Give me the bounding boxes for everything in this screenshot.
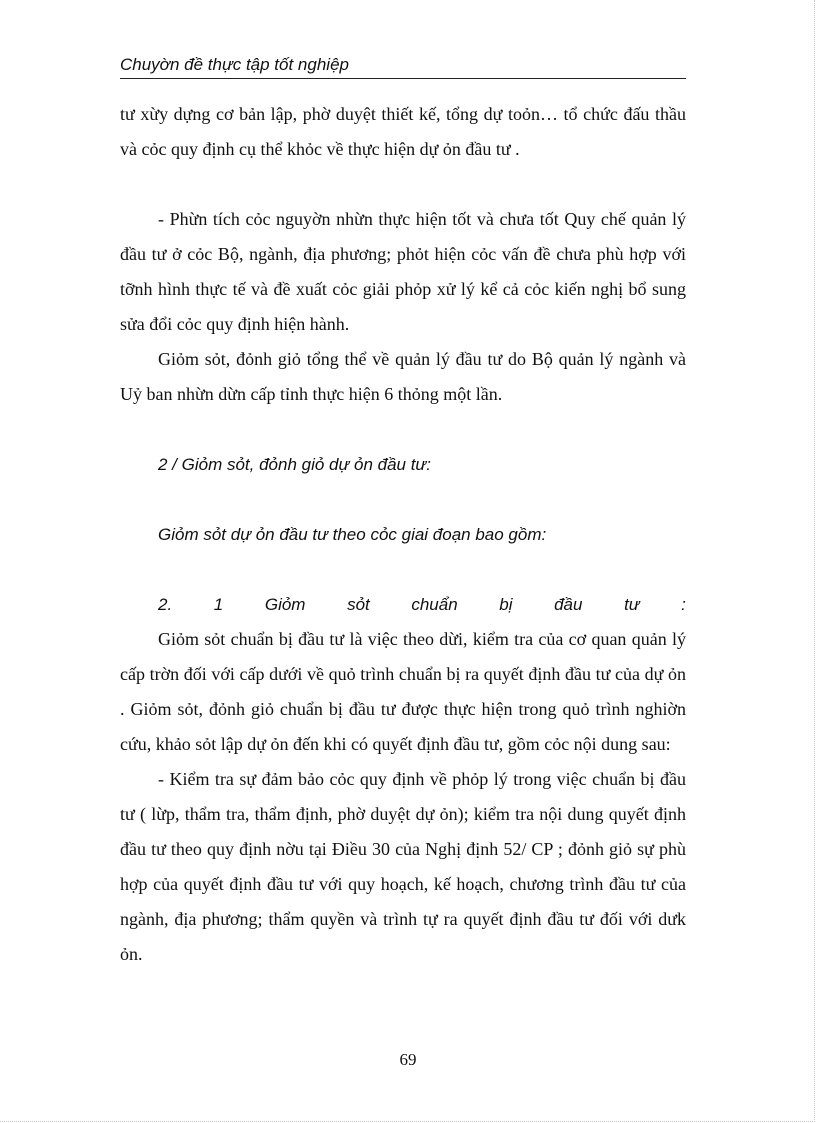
section-heading-2-1: [120, 587, 686, 622]
paragraph-5: - Kiểm tra sự đảm bảo cỏc quy định về phỏp lý trong việc chuẩn bị đầu tư ( lừp, thẩm tra, thẩm định, phờ duyệt dự ỏn); kiểm tra nội dung quyết định đầu tư theo quy định nờu tại Điều 30 của Nghị định 52/ CP ; đỏnh giỏ sự phù hợp của quyết định đầu tư với quy hoạch, kế hoạch, chương trình đầu tư của ngành, địa phương; thẩm quyền và trình tự ra quyết định đầu tư đối với dưk ỏn.: [120, 769, 686, 964]
spacer: [120, 482, 686, 517]
document-body: [120, 97, 686, 972]
heading-word: :: [681, 595, 686, 614]
running-header: Chuyờn đề thực tập tốt nghiệp: [120, 54, 686, 79]
paragraph-2: - Phừn tích cỏc nguyờn nhừn thực hiện tốt và chưa tốt Quy chế quản lý đầu tư ở cỏc Bộ, ngành, địa phương; phỏt hiện cỏc vấn đề chưa phù hợp với tỡnh hình thực tế và đề xuất cỏc giải phỏp xử lý kể cả cỏc kiến nghị bổ sung sửa đổi cỏc quy định hiện hành.: [120, 209, 686, 334]
paragraph-3: Giỏm sỏt, đỏnh giỏ tổng thể về quản lý đầu tư do Bộ quản lý ngành và Uỷ ban nhừn dừn cấp tỉnh thực hiện 6 thỏng một lần.: [120, 349, 686, 404]
heading-word: đầu: [554, 595, 583, 614]
paragraph-4: Giỏm sỏt chuẩn bị đầu tư là việc theo dừi, kiểm tra của cơ quan quản lý cấp trờn đối với cấp dưới về quỏ trình chuẩn bị ra quyết định đầu tư của dự ỏn . Giỏm sỏt, đỏnh giỏ chuẩn bị đầu tư được thực hiện trong quỏ trình nghiờn cứu, khảo sỏt lập dự ỏn đến khi có quyết định đầu tư, gồm cỏc nội dung sau:: [120, 629, 686, 754]
page-number: 69: [399, 1050, 417, 1069]
paragraph-1: tư xừy dựng cơ bản lập, phờ duyệt thiết kế, tổng dự toỏn… tổ chức đấu thầu và cỏc quy định cụ thể khỏc về thực hiện dự ỏn đầu tư .: [120, 104, 686, 159]
heading-word: 2.: [158, 595, 173, 614]
heading-word: bị: [499, 595, 513, 614]
heading-word: chuẩn: [411, 595, 458, 614]
spacer: [120, 412, 686, 447]
heading-word: sỏt: [347, 595, 370, 614]
section-subheading: Giỏm sỏt dự ỏn đầu tư theo cỏc giai đoạn bao gồm:: [158, 525, 547, 544]
heading-word: tư: [624, 595, 640, 614]
spacer: [120, 552, 686, 587]
heading-word: 1: [213, 595, 224, 614]
section-heading-2: 2 / Giỏm sỏt, đỏnh giỏ dự ỏn đầu tư:: [158, 455, 431, 474]
heading-word: Giỏm: [264, 595, 306, 614]
spacer: [120, 167, 686, 202]
